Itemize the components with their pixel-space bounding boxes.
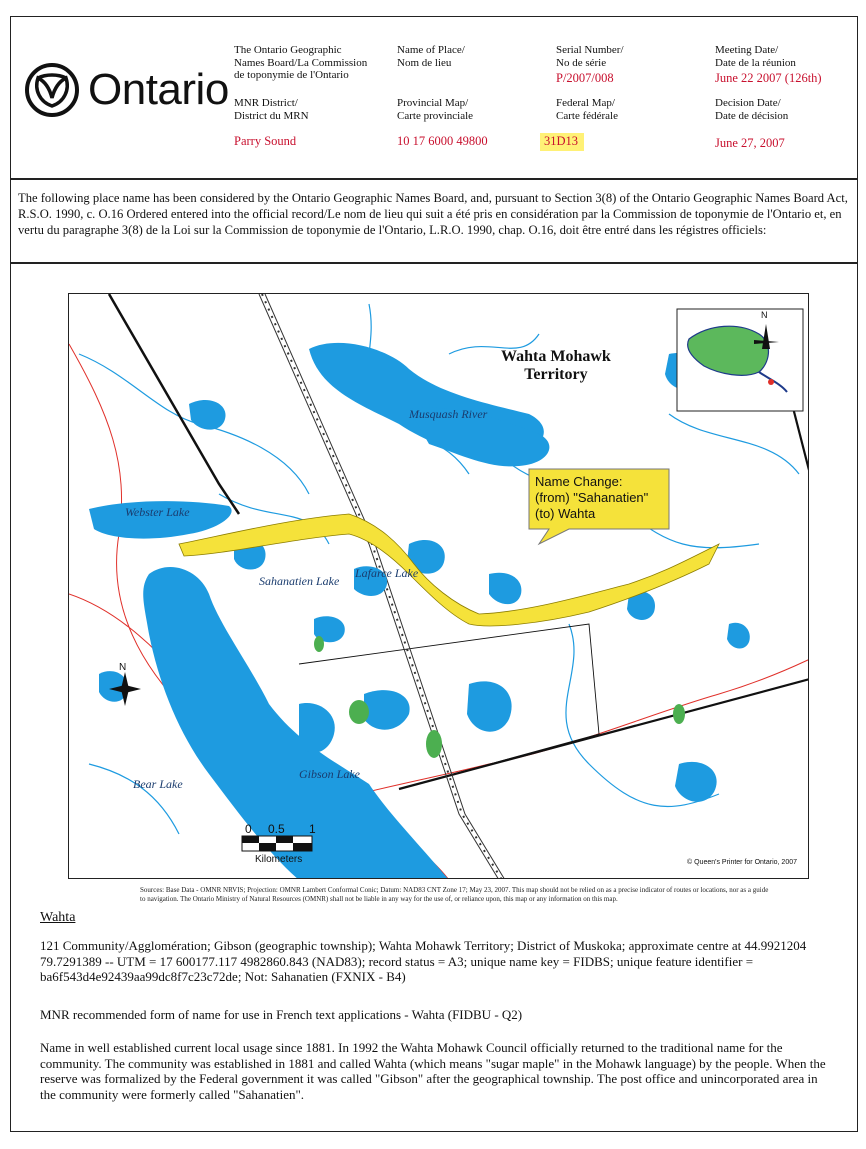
scale-label-05: 0.5 — [268, 822, 285, 836]
label-fr: District du MRN — [234, 109, 309, 122]
inset-locator-map — [677, 309, 803, 411]
decision-date-label — [715, 97, 788, 122]
name-of-place-label — [397, 44, 465, 69]
lakes — [89, 343, 750, 879]
scale-bar — [242, 836, 312, 851]
main-north-label: N — [119, 662, 127, 673]
callout-line: Name Change: — [535, 474, 623, 489]
highlighted-value: 31D13 — [540, 133, 584, 151]
bear-lake-label: Bear Lake — [133, 777, 183, 791]
webster-lake-label: Webster Lake — [125, 505, 190, 519]
name-history: Name in well established current local usage since 1881. In 1992 the Wahta Mohawk Council officially returned to the traditional name for the community. The community was established in 1881 and called Wahta (which means "sugar maple" in the Mohawk language) by the people. When the reserve was formalized by the Federal government it was called "Gibson" after the geographical township. The post office and unincorporated area in the community were formerly called "Sahanatien". — [40, 1040, 826, 1102]
provincial-map-label — [397, 97, 473, 122]
label-fr: Carte fédérale — [556, 109, 618, 122]
label-fr: No de série — [556, 56, 607, 69]
territory-label — [501, 348, 611, 384]
feature-details: 121 Community/Agglomération; Gibson (geographic township); Wahta Mohawk Territory; District of Muskoka; approximate centre at 44.9921204 79.7291389 -- UTM = 17 600177.117 4982860.843 (NAD83); record status = A3; unique name key = FIDBS; unique feature identifier = ba6f543d4e92439aa99dc8f7c23c72de; Not: Sahanatien (FXNIX - B4) — [40, 938, 807, 984]
meeting-date-label — [715, 44, 796, 69]
sahanatien-lake-label: Sahanatien Lake — [259, 574, 340, 588]
logo-wordmark: Ontario — [88, 65, 229, 114]
board-line: Names Board/La Commission — [234, 56, 368, 69]
serial-label — [556, 44, 624, 69]
label-en: Provincial Map/ — [397, 97, 469, 109]
map-sources-note: Sources: Base Data - OMNR NRVIS; Projection: OMNR Lambert Conformal Conic; Datum: NAD83 CNT Zone 17; May 23, 2007. This map should not be relied on as a precise indicator of routes or locations, nor as a guide to navigation. The Ontario Ministry of Natural Resources (OMNR) shall not be liable in any way for the use of, or reliance upon, this map or any information on this map. — [140, 886, 769, 903]
territory-line: Wahta Mohawk — [501, 348, 611, 365]
callout-line: (from) "Sahanatien" — [535, 490, 649, 505]
label-en: MNR District/ — [234, 97, 298, 109]
label-fr: Date de la réunion — [715, 56, 796, 69]
serial-value: P/2007/008 — [556, 71, 614, 85]
label-en: Serial Number/ — [556, 44, 624, 56]
label-en: Decision Date/ — [715, 97, 781, 109]
intro-paragraph: The following place name has been considered by the Ontario Geographic Names Board, and, pursuant to Section 3(8) of the Ontario Geographic Names Board Act, R.S.O. 1990, c. O.16 Ordered entered into the official record/Le nom de lieu qui suit a été pris en considération par la Commission de toponymie de l'Ontario et, en vertu du paragraphe 3(8) de la Loi sur la Commission de toponymie de l'Ontario, L.R.O. 1990, chap. O.16, doit être entré dans les régistres officiels: — [18, 191, 848, 237]
callout-line: (to) Wahta — [535, 506, 596, 521]
federal-map-value — [540, 135, 584, 148]
callout-text — [535, 474, 648, 522]
scale-label-0: 0 — [245, 822, 252, 836]
label-fr: Nom de lieu — [397, 56, 452, 69]
provincial-map-value: 10 17 6000 49800 — [397, 134, 488, 148]
intro-divider — [10, 262, 858, 264]
scale-label-1: 1 — [309, 822, 316, 836]
label-fr: Carte provinciale — [397, 109, 474, 122]
board-line: The Ontario Geographic — [234, 44, 342, 56]
french-form-note: MNR recommended form of name for use in French text applications - Wahta (FIDBU - Q2) — [40, 1007, 523, 1022]
district-label — [234, 97, 309, 122]
inset-north-label: N — [761, 310, 768, 320]
lafarce-lake-label: Lafarce Lake — [355, 566, 419, 580]
territory-line: Territory — [524, 366, 588, 383]
ontario-logo — [22, 62, 229, 118]
label-en: Name of Place/ — [397, 44, 465, 56]
federal-map-label — [556, 97, 618, 122]
location-map — [68, 293, 809, 879]
header-divider — [10, 178, 858, 180]
label-en: Federal Map/ — [556, 97, 615, 109]
meeting-date-value: June 22 2007 (126th) — [715, 71, 822, 85]
board-name — [234, 44, 367, 82]
board-line: de toponymie de l'Ontario — [234, 69, 349, 81]
musquash-river-label: Musquash River — [409, 407, 488, 421]
decision-date-value: June 27, 2007 — [715, 136, 785, 150]
scale-unit-label: Kilometers — [255, 854, 303, 865]
place-name-heading: Wahta — [40, 910, 76, 925]
copyright-note: © Queen's Printer for Ontario, 2007 — [687, 859, 797, 866]
trillium-icon — [22, 62, 82, 118]
district-value: Parry Sound — [234, 134, 297, 148]
gibson-lake-label: Gibson Lake — [299, 767, 360, 781]
label-en: Meeting Date/ — [715, 44, 779, 56]
label-fr: Date de décision — [715, 109, 789, 122]
